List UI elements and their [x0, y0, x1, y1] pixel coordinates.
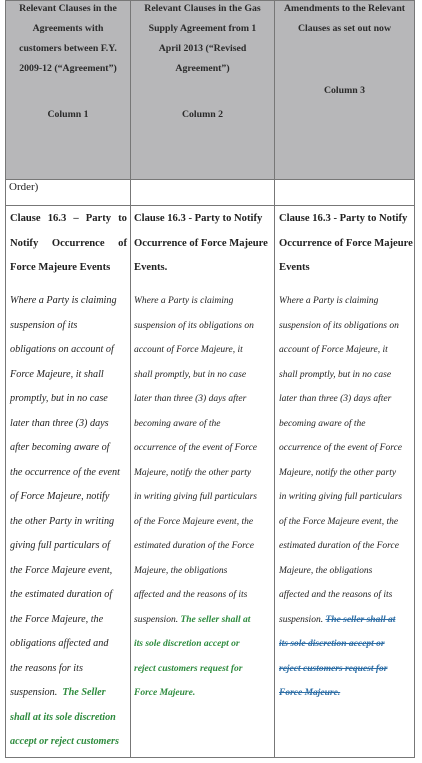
header-col2-line: Agreement”) — [175, 63, 230, 74]
col2-body — [134, 289, 272, 706]
col1-body-line: the estimated duration of — [10, 589, 113, 600]
col1-body-line: after becoming aware of — [10, 442, 110, 453]
header-col3-line: Amendments to the Relevant — [283, 3, 406, 14]
col1-body-line: the occurrence of the event — [10, 466, 120, 478]
col1-body-line: the Force Majeure event, — [10, 564, 113, 576]
col3-body-line: Majeure, the obligations — [279, 565, 373, 576]
col2-green-line: The seller shall at — [180, 614, 251, 625]
col3-heading-line: Occurrence of Force Majeure — [279, 237, 413, 249]
row-divider — [6, 205, 414, 206]
col3-struck-line: its sole discretion accept or — [279, 639, 385, 649]
header-col3-label: Column 3 — [323, 85, 366, 96]
col3-body-line: Majeure, notify the other party — [279, 467, 397, 478]
header-col2-line: Supply Agreement from 1 — [148, 23, 257, 34]
col3-struck-line: reject customers request for — [279, 663, 388, 674]
col2-heading-line: Occurrence of Force Majeure — [134, 237, 268, 249]
col1-body-line: obligations affected and — [10, 638, 109, 649]
order-text: Order) — [9, 181, 39, 193]
col3-body-line: of the Force Majeure event, the — [279, 516, 399, 527]
column-divider — [274, 1, 275, 757]
col1-body-line: giving full particulars of — [10, 540, 110, 551]
amendment-table — [5, 0, 415, 758]
col1-body — [10, 289, 127, 755]
col1-body-line: suspension. — [10, 687, 58, 698]
col2-body-line: Majeure, notify the other party — [134, 467, 252, 478]
col1-heading-line: Force Majeure Events — [10, 262, 111, 273]
col1-body-line: promptly, but in no case — [10, 393, 108, 404]
col2-heading-line: Clause 16.3 - Party to Notify — [134, 213, 263, 224]
col3-body — [279, 289, 413, 706]
col3-struck-line: Force Majeure. — [279, 688, 341, 698]
col2-green-line: Force Majeure. — [134, 688, 196, 698]
col1-heading — [10, 207, 127, 281]
col1-body-line: the other Party in writing — [10, 515, 115, 527]
col2-body-line: occurrence of the event of Force — [134, 443, 258, 453]
header-col2-line: Relevant Clauses in the Gas — [144, 3, 261, 14]
col2-body-line: later than three (3) days after — [134, 394, 247, 404]
col2-green-line: its sole discretion accept or — [134, 639, 240, 649]
col3-body-line: affected and the reasons of its — [279, 590, 393, 600]
col1-heading-line: Clause 16.3 – Party to — [10, 213, 127, 224]
row-divider — [6, 179, 414, 180]
header-col1-line: Relevant Clauses in the — [19, 3, 117, 14]
col3-body-line: estimated duration of the Force — [279, 541, 399, 551]
col3-struck-line: The seller shall at — [325, 614, 396, 625]
col2-body-line: of the Force Majeure event, the — [134, 516, 254, 527]
col1-heading-line: Notify Occurrence of — [10, 237, 127, 249]
col3-body-line: occurrence of the event of Force — [279, 443, 403, 453]
header-col1-label: Column 1 — [47, 109, 89, 120]
header-col1-line: 2009-12 (“Agreement”) — [19, 63, 117, 74]
col2-green-line: reject customers request for — [134, 663, 243, 674]
col1-green-line: The Seller — [62, 687, 106, 698]
col1-body-line: Where a Party is claiming — [10, 295, 117, 306]
col2-body-line: becoming aware of the — [134, 418, 221, 429]
col2-body-line: account of Force Majeure, it — [134, 345, 243, 355]
col2-body-line: Majeure, the obligations — [134, 565, 228, 576]
header-col2 — [131, 1, 274, 179]
col2-body-line: suspension of its obligations on — [134, 320, 254, 331]
col3-heading-line: Events — [279, 262, 310, 273]
col1-green-line: accept or reject customers — [10, 736, 119, 747]
col2-body-line: shall promptly, but in no case — [134, 369, 247, 380]
col2-heading-line: Events. — [134, 262, 168, 273]
col1-body-line: obligations on account of — [10, 344, 114, 355]
header-col2-label: Column 2 — [181, 109, 224, 120]
col3-heading-line: Clause 16.3 - Party to Notify — [279, 213, 408, 224]
col3-body-line: in writing giving full particulars — [279, 492, 402, 502]
header-col1-line: Agreements with — [32, 23, 104, 34]
col1-body-line: the Force Majeure, the — [10, 613, 104, 625]
col1-body-line: Force Majeure, it shall — [10, 368, 104, 380]
col1-body-line: suspension of its — [10, 319, 78, 331]
col2-body-line: suspension. — [134, 614, 179, 625]
col3-body-line: later than three (3) days after — [279, 394, 392, 404]
col1-body-line: later than three (3) days — [10, 417, 109, 429]
col3-body-line: account of Force Majeure, it — [279, 345, 388, 355]
col2-body-line: Where a Party is claiming — [134, 296, 234, 306]
header-col2-line: April 2013 (“Revised — [158, 43, 247, 54]
col2-body-line: affected and the reasons of its — [134, 590, 248, 600]
col3-body-line: becoming aware of the — [279, 418, 366, 429]
header-col3 — [275, 1, 414, 179]
column-divider — [130, 1, 131, 757]
col2-heading — [134, 207, 272, 281]
col3-body-line: suspension of its obligations on — [279, 320, 399, 331]
header-col1 — [6, 1, 130, 179]
col1-body-line: the reasons for its — [10, 662, 83, 674]
col3-body-line: Where a Party is claiming — [279, 296, 379, 306]
col3-body-line: shall promptly, but in no case — [279, 369, 392, 380]
col1-body-line: of Force Majeure, notify — [10, 491, 110, 502]
col2-body-line: estimated duration of the Force — [134, 541, 254, 551]
header-col3-line: Clauses as set out now — [297, 23, 392, 34]
col3-heading — [279, 207, 413, 281]
col1-green-line: shall at its sole discretion — [10, 711, 116, 723]
col2-body-line: in writing giving full particulars — [134, 492, 257, 502]
header-col1-line: customers between F.Y. — [19, 43, 117, 54]
col3-body-line: suspension. — [279, 614, 324, 625]
